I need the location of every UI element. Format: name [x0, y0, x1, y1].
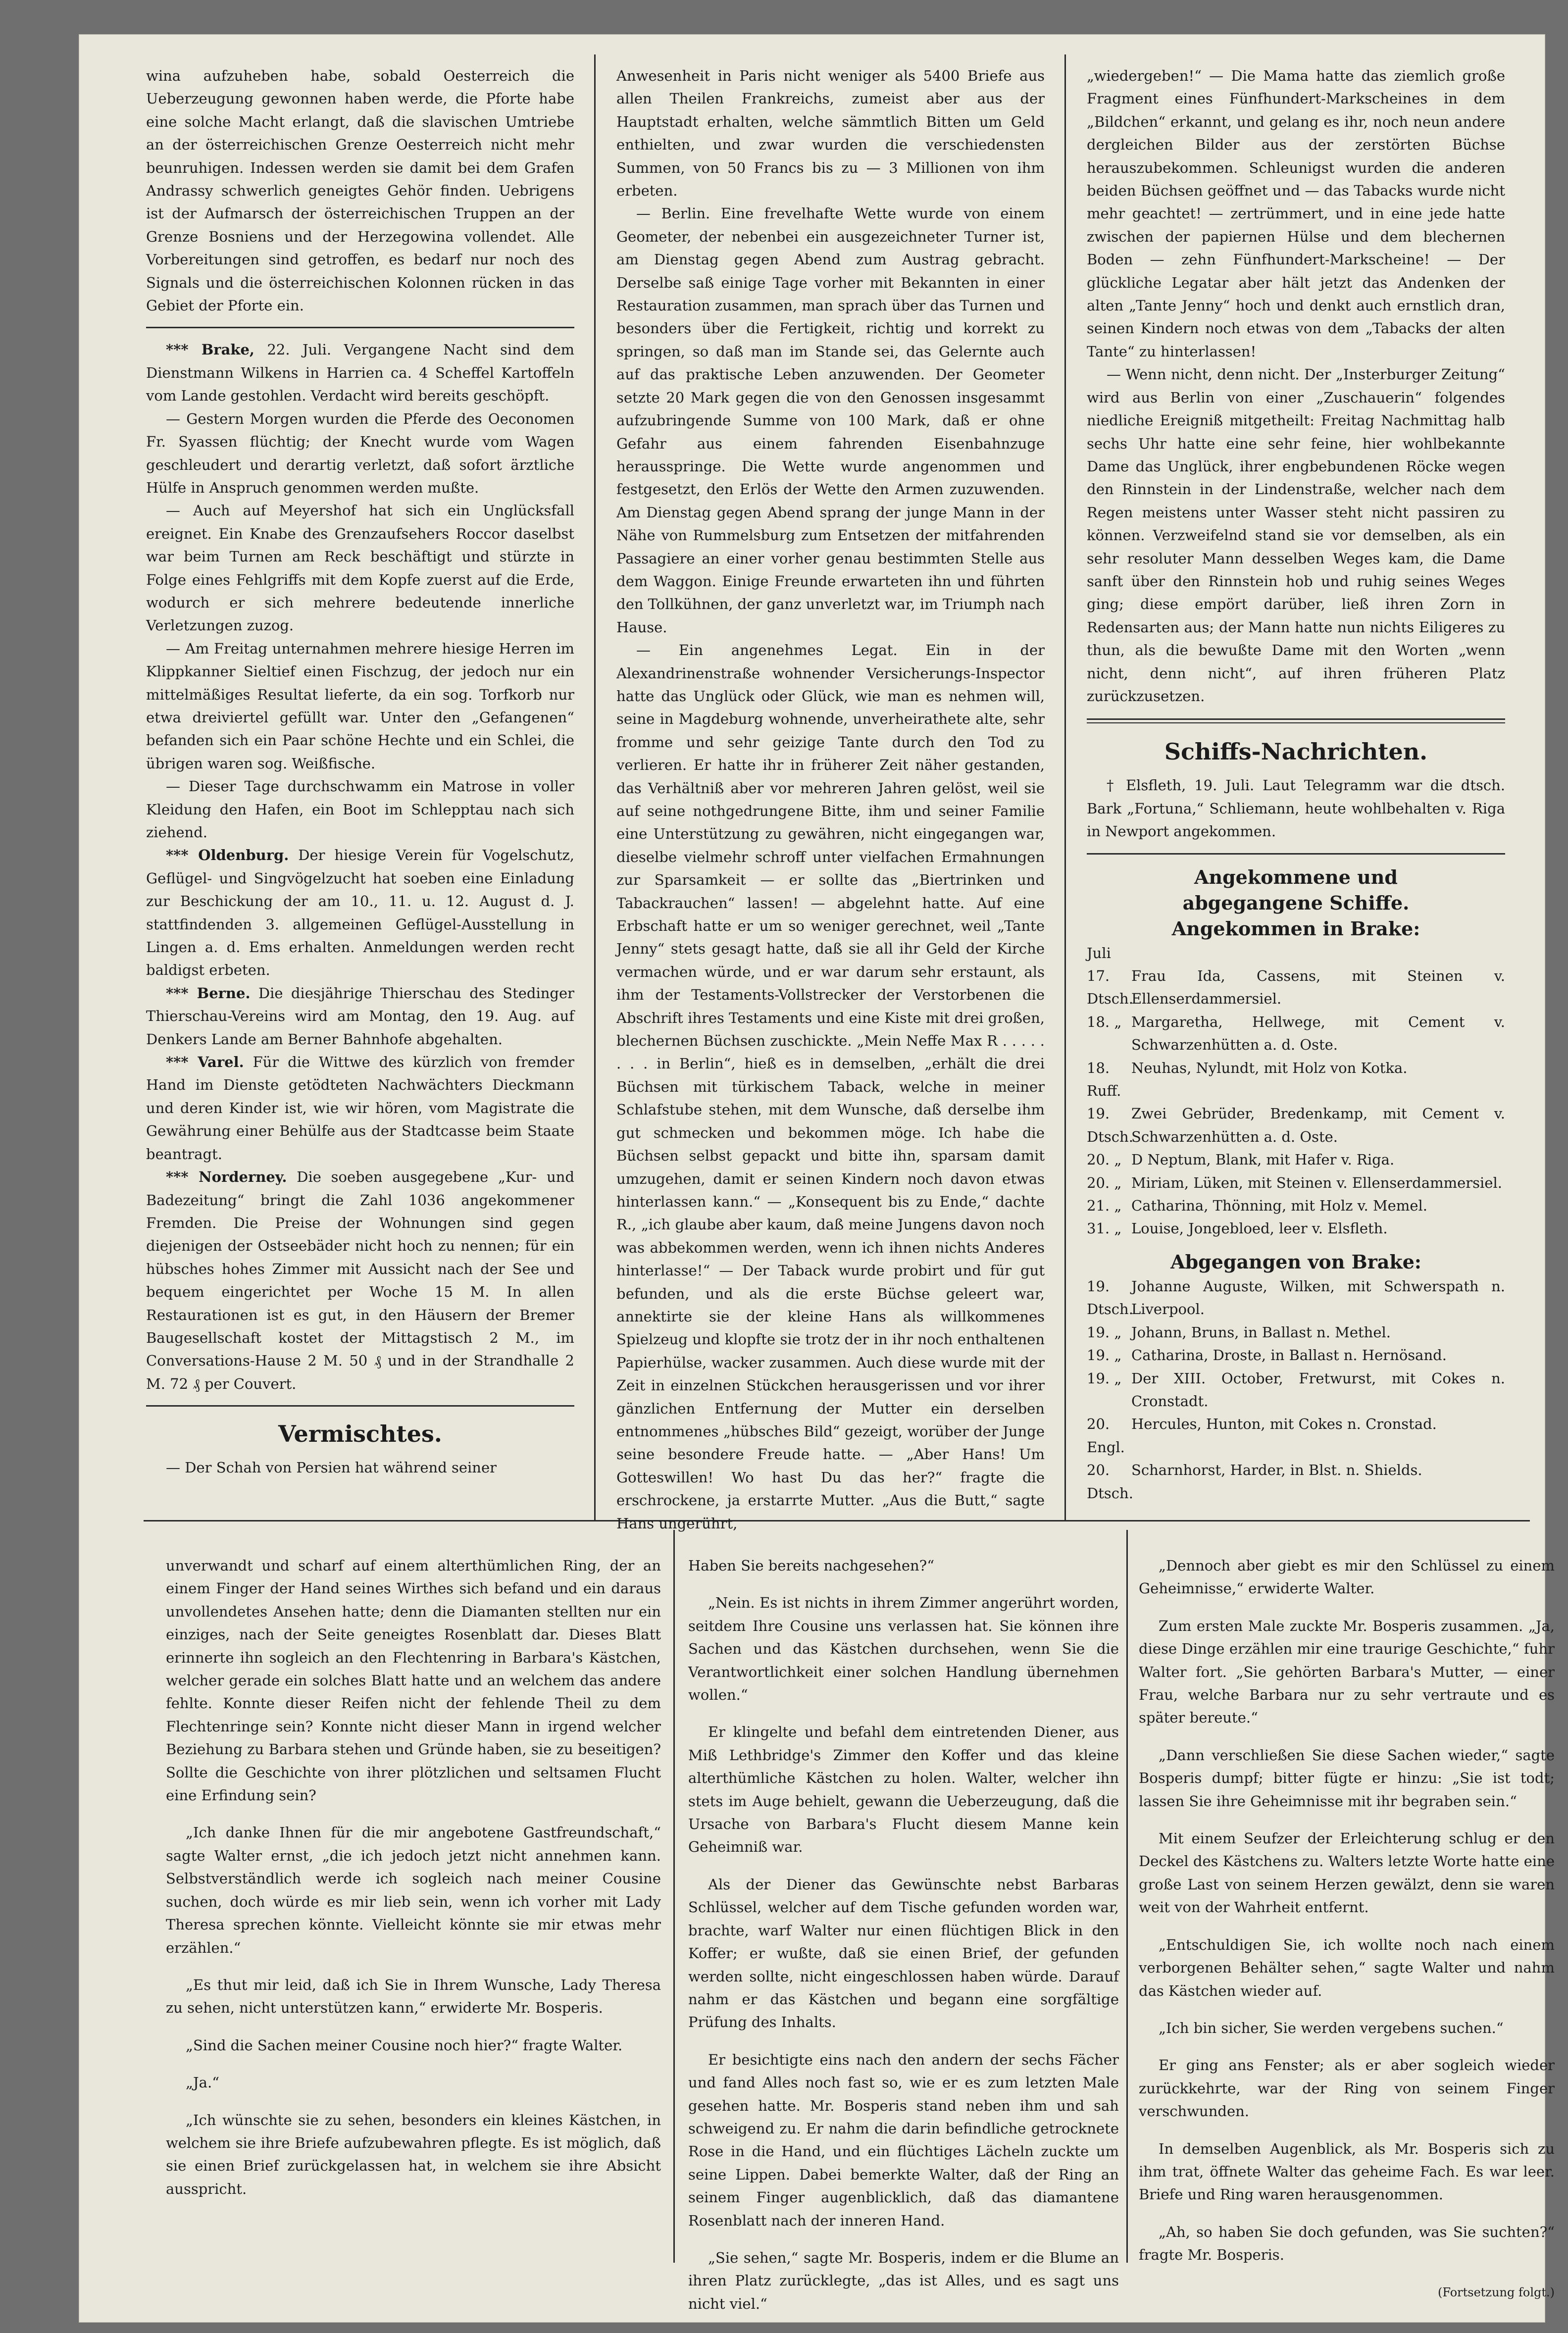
- feuilleton-column-3: [1139, 1540, 1555, 2299]
- article-paragraph: wina aufzuheben habe, sobald Oesterreich die Ueberzeugung gewonnen haben werde, die Pforte habe eine solche Macht erlangt, daß die slavischen Umtriebe an der österreichischen Grenze Oesterreich nicht mehr beunruhigen. Indessen werden sie damit bei dem Grafen Andrassy schwerlich geneigtes Gehör finden. Uebrigens ist der Aufmarsch der österreichischen Truppen an der Grenze Bosniens und der Herzegowina vollendet. Alle Vorbereitungen sind getroffen, es bedarf nur noch des Signals und die österreichischen Kolonnen rücken in das Gebiet der Pforte ein.: [146, 67, 574, 314]
- news-text: Für die Wittwe des kürzlich von fremder Hand im Dienste getödteten Nachwächters Dieckmann und deren Kinder ist, wie wir hören, vom Magistrate die Gewährung einer Behülfe aus der Stadtcasse beim Staate beantragt.: [146, 1054, 575, 1163]
- divider: [146, 1405, 574, 1407]
- arrival-entry: Miriam, Lüken, mit Steinen v. Ellenserdammersiel.: [1131, 1174, 1502, 1191]
- list-item: [1087, 1011, 1505, 1057]
- story-paragraph: In demselben Augenblick, als Mr. Bosperis sich zu ihm trat, öffnete Walter das geheime Fach. Es war leer. Briefe und Ring waren herausgenommen.: [1139, 2140, 1555, 2203]
- column-2: [616, 64, 1045, 1532]
- news-item-varel: [146, 1051, 574, 1166]
- arrival-date: 20. „: [1087, 1174, 1122, 1191]
- arrival-date: 17. Dtsch.: [1087, 967, 1133, 1008]
- departure-entry: Johanne Auguste, Wilken, mit Schwerspath n. Liverpool.: [1131, 1277, 1505, 1318]
- news-text: 22. Juli. Vergangene Nacht sind dem Dienstmann Wilkens in Harrien ca. 4 Scheffel Kartoffeln vom Lande gestohlen. Verdacht wird bereits geschöpft.: [146, 341, 574, 405]
- news-paragraph: — Der Schah von Persien hat während seiner: [166, 1459, 497, 1476]
- column-rule: [1064, 54, 1066, 1520]
- departure-entry: Catharina, Droste, in Ballast n. Hernösand.: [1131, 1347, 1447, 1364]
- arrival-entry: Frau Ida, Cassens, mit Steinen v. Ellenserdammersiel.: [1131, 967, 1505, 1008]
- list-item: [1087, 1102, 1505, 1148]
- departure-date: 19. „: [1087, 1323, 1122, 1341]
- departure-date: 19. Dtsch.: [1087, 1277, 1133, 1318]
- list-item: [1087, 1171, 1505, 1194]
- story-paragraph: „Ich wünschte sie zu sehen, besonders ein kleines Kästchen, in welchem sie ihre Briefe aufzubewahren pflegte. Es ist möglich, daß sie einen Brief zurückgelassen hat, in welchem sie ihre Absicht ausspricht.: [166, 2111, 661, 2197]
- story-paragraph: „Ich bin sicher, Sie werden vergebens suchen.“: [1159, 2019, 1504, 2036]
- place-heading: *** Brake,: [166, 341, 255, 358]
- story-paragraph: unverwandt und scharf auf einem alterthümlichen Ring, der an einem Finger der Hand seines Wirthes sich befand und ein daraus unvollendetes Ansehen hatte; denn die Diamanten stellten nur ein einziges, nach der Seite geneigtes Rosenblatt dar. Dieses Blatt erinnerte ihn sogleich an den Flechtenring in Barbara's Kästchen, welcher gerade ein solches Blatt hatte und an welchem das andere fehlte. Konnte dieser Reifen nicht der fehlende Theil zu dem Flechtenringe sein? Konnte nicht dieser Mann in irgend welcher Beziehung zu Barbara stehen und Gründe haben, sie zu beseitigen? Sollte die Geschichte von ihrer plötzlichen und seltsamen Flucht eine Erfindung sein?: [166, 1557, 661, 1804]
- news-paragraph: — Wenn nicht, denn nicht. Der „Insterburger Zeitung“ wird aus Berlin von einer „Zuschauerin“ folgendes niedliche Ereigniß mitgetheilt: Freitag Nachmittag halb sechs Uhr hatte eine sehr feine, hier wohlbekannte Dame das Unglück, ihrer engbebundenen Röcke wegen den Rinnstein in der Lindenstraße, welcher nach dem Regen meistens unter Wasser steht nicht passiren zu können. Verzweifelnd stand sie vor demselben, als ein sehr resoluter Mann desselben Weges kam, die Dame sanft über den Rinnstein hob und ruhig seines Weges ging; diese empört darüber, ließ ihren Zorn in Redensarten aus; der Mann hatte nun nichts Eiligeres zu thun, als die bewußte Dame mit den Worten „wenn nicht, denn nicht“, auf ihren früheren Platz zurückzusetzen.: [1087, 366, 1505, 705]
- arrival-date: 21. „: [1087, 1197, 1122, 1215]
- arrival-date: 19. Dtsch.: [1087, 1105, 1133, 1145]
- divider: [1087, 853, 1505, 855]
- departure-entry: Der XIII. October, Fretwurst, mit Cokes n. Cronstadt.: [1131, 1369, 1505, 1410]
- column-rule: [1126, 1530, 1128, 2263]
- place-heading: *** Berne.: [166, 984, 251, 1002]
- news-item-berne: [146, 982, 574, 1051]
- story-paragraph: Er klingelte und befahl dem eintretenden Diener, aus Miß Lethbridge's Zimmer den Koffer und das kleine alterthümliche Kästchen zu holen. Walter, welcher ihn stets im Auge behielt, gewann die Ueberzeugung, daß die Ursache von Barbara's Flucht diesem Manne kein Geheimniß war.: [688, 1724, 1119, 1856]
- place-heading: *** Norderney.: [166, 1168, 287, 1186]
- section-heading-schiffs: Schiffs-Nachrichten.: [1164, 738, 1428, 765]
- list-item: [1087, 1217, 1505, 1240]
- news-item-brake: [146, 338, 574, 407]
- departures-list: [1087, 1275, 1505, 1505]
- arrival-date: 18. „: [1087, 1013, 1122, 1030]
- arrival-entry: D Neptum, Blank, mit Hafer v. Riga.: [1131, 1151, 1395, 1168]
- newspaper-page: [79, 35, 1555, 2322]
- story-paragraph: „Sie sehen,“ sagte Mr. Bosperis, indem er die Blume an ihren Platz zurücklegte, „das ist Alles, und es sagt uns nicht viel.“: [688, 2249, 1119, 2312]
- story-paragraph: „Ja.“: [186, 2074, 219, 2091]
- column-3: [1087, 64, 1505, 1500]
- departure-date: 20. Dtsch.: [1087, 1462, 1133, 1502]
- story-paragraph: Haben Sie bereits nachgesehen?“: [688, 1557, 935, 1574]
- section-heading-vermischtes: Vermischtes.: [278, 1420, 442, 1448]
- list-item: [1087, 1275, 1505, 1321]
- arrival-entry: Zwei Gebrüder, Bredenkamp, mit Cement v. Schwarzenhütten a. d. Oste.: [1131, 1105, 1505, 1145]
- arrival-entry: Neuhas, Nylundt, mit Holz von Kotka.: [1131, 1059, 1408, 1076]
- feuilleton-column-1: [166, 1540, 661, 2253]
- story-paragraph: „Sind die Sachen meiner Cousine noch hier?“ fragte Walter.: [186, 2036, 623, 2054]
- list-item: [1087, 1367, 1505, 1413]
- departure-entry: Scharnhorst, Harder, in Blst. n. Shields.: [1131, 1462, 1422, 1479]
- story-paragraph: Mit einem Seufzer der Erleichterung schlug er den Deckel des Kästchens zu. Walters letzte Worte hatte eine große Last von seinem Herzen gewälzt, denn sie waren weit von der Wahrheit entfernt.: [1139, 1830, 1555, 1916]
- arrival-entry: Margaretha, Hellwege, mit Cement v. Schwarzenhütten a. d. Oste.: [1131, 1013, 1505, 1054]
- double-divider: [1087, 718, 1505, 723]
- story-paragraph: Zum ersten Male zuckte Mr. Bosperis zusammen. „Ja, diese Dinge erzählen mir eine traurige Geschichte,“ fuhr Walter fort. „Sie gehörten Barbara's Mutter, — einer Frau, welche Barbara nur zu sehr vertraute und es später bereute.“: [1139, 1617, 1555, 1726]
- news-text: Der hiesige Verein für Vogelschutz, Geflügel- und Singvögelzucht hat soeben eine Einladung zur Beschickung der am 10., 11. u. 12. August d. J. stattfindenden 3. allgemeinen Geflügel-Ausstellung in Lingen a. d. Ems erhalten. Anmeldungen werden recht baldigst erbeten.: [146, 847, 575, 979]
- news-paragraph: — Gestern Morgen wurden die Pferde des Oeconomen Fr. Syassen flüchtig; der Knecht wurde vom Wagen geschleudert und derartig verletzt, daß sofort ärztliche Hülfe in Anspruch genommen werden mußte.: [146, 410, 574, 496]
- list-item: [1087, 1148, 1505, 1171]
- continuation-note: (Fortsetzung folgt.): [1438, 2285, 1555, 2299]
- story-paragraph: Als der Diener das Gewünschte nebst Barbaras Schlüssel, welcher auf dem Tische gefunden worden war, brachte, warf Walter nur einen flüchtigen Blick in den Koffer; er wußte, daß sie einen Brief, der gefunden werden sollte, nicht eingeschlossen haben würde. Darauf nahm er das Kästchen und begann eine sorgfältige Prüfung des Inhalts.: [688, 1876, 1119, 2031]
- story-paragraph: Er ging ans Fenster; als er aber sogleich wieder zurückkehrte, war der Ring von seinem Finger verschwunden.: [1139, 2057, 1555, 2120]
- place-heading: *** Varel.: [166, 1054, 244, 1071]
- list-item: [1087, 1321, 1505, 1344]
- story-paragraph: „Entschuldigen Sie, ich wollte noch nach einem verborgenen Behälter sehen,“ sagte Walter und nahm das Kästchen wieder auf.: [1139, 1936, 1555, 1999]
- news-item-oldenburg: [146, 844, 574, 981]
- news-paragraph-berlin: — Berlin. Eine frevelhafte Wette wurde von einem Geometer, der nebenbei ein ausgezeichneter Turner ist, am Dienstag gegen Abend zum Austrag gebracht. Derselbe saß einige Tage vorher mit Bekannten in einer Restauration zusammen, man sprach über das Turnen und besonders über die Fertigkeit, richtig und korrekt zu springen, so daß man im Stande sei, das Gelernte auch auf das praktische Leben anzuwenden. Der Geometer setzte 20 Mark gegen die von den Genossen insgesammt aufzubringende Summe von 100 Mark, daß er ohne Gefahr aus einem fahrenden Eisenbahnzuge herausspringe. Die Wette wurde angenommen und festgesetzt, den Erlös der Wette den Armen zuzuwenden. Am Dienstag gegen Abend sprang der junge Mann in der Nähe von Rummelsburg zum Entsetzen der mitfahrenden Passagiere an einer vorher genau bestimmten Stelle aus dem Waggon. Einige Freunde erwarteten ihn und führten den Tollkühnen, der ganz unverletzt war, im Triumph nach Hause.: [616, 205, 1045, 636]
- arrival-entry: Louise, Jongebloed, leer v. Elsfleth.: [1131, 1220, 1388, 1237]
- ships-subheading: Abgegangen von Brake:: [1170, 1250, 1421, 1273]
- departure-date: 20. Engl.: [1087, 1416, 1125, 1456]
- place-heading: *** Oldenburg.: [166, 847, 289, 864]
- arrival-date: 31. „: [1087, 1220, 1122, 1237]
- column-rule: [594, 54, 596, 1520]
- list-item: [1087, 1459, 1505, 1505]
- month-label: Juli: [1087, 944, 1111, 962]
- story-paragraph: Er besichtigte eins nach den andern der sechs Fächer und fand Alles noch fast so, wie er es zum letzten Male gesehen hatte. Mr. Bosperis stand neben ihm und sah schweigend zu. Er nahm die darin befindliche getrocknete Rose in die Hand, und ein flüchtiges Lächeln zuckte um seine Lippen. Dabei bemerkte Walter, daß der Ring an seinem Finger augenblicklich, daß das diamantene Rosenblatt nach der inneren Hand.: [688, 2051, 1119, 2229]
- column-1: [146, 64, 574, 1500]
- story-paragraph: „Nein. Es ist nichts in ihrem Zimmer angerührt worden, seitdem Ihre Cousine uns verlassen hat. Sie können ihre Sachen und das Kästchen durchsehen, wenn Sie die Verantwortlichkeit einer solchen Handlung übernehmen wollen.“: [688, 1594, 1119, 1704]
- story-paragraph: „Dann verschließen Sie diese Sachen wieder,“ sagte Bosperis dumpf; bitter fügte er hinzu: „Sie ist todt; lassen Sie ihre Geheimnisse mit ihr begraben sein.“: [1139, 1746, 1555, 1810]
- news-paragraph: „wiedergeben!“ — Die Mama hatte das ziemlich große Fragment eines Fünfhundert-Markscheines in dem „Bildchen“ erkannt, und gelang es ihr, noch neun andere dergleichen Bilder aus der zerstörten Büchse herauszubekommen. Schleunigst wurden die anderen beiden Büchsen geöffnet und — das Tabacks wurde nicht mehr geachtet! — zertrümmert, und in eine jede hatte zwischen der papiernen Hülse und dem blechernen Boden — zehn Fünfhundert-Markscheine! — Der glückliche Legatar aber hält jetzt das Andenken der alten „Tante Jenny“ hoch und denkt auch ernstlich dran, seinen Kindern noch etwas von dem „Tabacks der alten Tante“ zu hinterlassen!: [1087, 67, 1505, 360]
- arrival-entry: Catharina, Thönning, mit Holz v. Memel.: [1131, 1197, 1427, 1215]
- news-paragraph-legat: — Ein angenehmes Legat. Ein in der Alexandrinenstraße wohnender Versicherungs-Inspector hatte das Unglück oder Glück, wie man es nehmen will, seine in Magdeburg wohnende, unverheirathete alte, sehr fromme und sehr geizige Tante durch den Tod zu verlieren. Er hatte ihr in früherer Zeit näher gestanden, das Verhältniß aber vor mehreren Jahren gelöst, weil sie auf seine nothgedrungene Bitte, ihm und seiner Familie eine Unterstützung zu gewähren, nicht eingegangen war, dieselbe vielmehr schroff unter vielfachen Ermahnungen zur Sparsamkeit — er sollte das „Biertrinken und Tabackrauchen“ lassen! — abgelehnt hatte. Auf eine Erbschaft hatte er um so weniger gerechnet, weil „Tante Jenny“ stets gesagt hatte, daß sie all ihr Geld der Kirche vermachen würde, und er war darum sehr erstaunt, als ihm der Testaments-Vollstrecker der Verstorbenen die Abschrift ihres Testaments und eine Kiste mit drei großen, blechernen Büchsen zuschickte. „Mein Neffe Max R . . . . . . . . in Berlin“, hieß es in demselben, „erhält die drei Büchsen mit türkischem Taback, welche in meiner Schlafstube stehen, mit dem Wunsche, daß derselbe ihm gut schmecken und bekommen möge. Ich habe die Büchsen selbst gepackt und bitte ihn, sparsam damit umzugehen, damit er seinen Kindern noch davon etwas hinterlassen kann.“ — „Konsequent bis zu Ende,“ dachte R., „ich glaube aber kaum, daß meine Jungens davon noch was abbekommen werden, wenn ich ihnen nichts Anderes hinterlasse!“ — Der Taback wurde probirt und für gut befunden, und als die erste Büchse geleert war, annektirte sie der kleine Hans als willkommenes Spielzeug und klopfte sie trotz der in ihr noch enthaltenen Papierhülse, wacker zusammen. Auch diese wurde mit der Zeit in einzelnen Stückchen herausgerissen und vor ihrer gänzlichen Entfernung der Mutter ein derselben entnommenes „hübsches Bild“ gezeigt, worüber der Junge seine besondere Freude hatte. — „Aber Hans! Um Gotteswillen! Wo hast Du das her?“ fragte die erschrockene, ja erstarrte Mutter. „Aus die Butt,“ sagte Hans ungerührt,: [616, 642, 1045, 1532]
- arrival-date: 20. „: [1087, 1151, 1122, 1168]
- column-rule: [673, 1530, 675, 2263]
- departure-date: 19. „: [1087, 1369, 1122, 1387]
- story-paragraph: „Dennoch aber giebt es mir den Schlüssel zu einem Geheimnisse,“ erwiderte Walter.: [1139, 1557, 1555, 1597]
- list-item: [1087, 1057, 1505, 1103]
- ships-subheading: Angekommen in Brake:: [1171, 917, 1420, 940]
- list-item: [1087, 1344, 1505, 1367]
- departure-entry: Hercules, Hunton, mit Cokes n. Cronstad.: [1131, 1416, 1437, 1433]
- feuilleton-column-2: [688, 1540, 1119, 2312]
- departure-date: 19. „: [1087, 1347, 1122, 1364]
- list-item: [1087, 1413, 1505, 1459]
- ships-heading: Angekommene und: [1194, 865, 1398, 888]
- news-paragraph: † Elsfleth, 19. Juli. Laut Telegramm war die dtsch. Bark „Fortuna,“ Schliemann, heute wohlbehalten v. Riga in Newport angekommen.: [1087, 777, 1505, 840]
- news-paragraph: — Am Freitag unternahmen mehrere hiesige Herren im Klippkanner Sieltief einen Fischzug, der jedoch nur ein mittelmäßiges Resultat lieferte, da ein sog. Torfkorb nur etwa dreiviertel gefüllt war. Unter den „Gefangenen“ befanden sich ein Paar schöne Hechte und ein Schlei, die übrigen waren sog. Weißfische.: [146, 640, 574, 772]
- list-item: [1087, 964, 1505, 1011]
- story-paragraph: „Es thut mir leid, daß ich Sie in Ihrem Wunsche, Lady Theresa zu sehen, nicht unterstützen kann,“ erwiderte Mr. Bosperis.: [166, 1976, 661, 2017]
- news-item-norderney: [146, 1166, 574, 1395]
- story-paragraph: „Ich danke Ihnen für die mir angebotene Gastfreundschaft,“ sagte Walter ernst, „die ich jedoch jetzt nicht annehmen kann. Selbstverständlich werde ich sogleich nach meiner Cousine suchen, doch würde es mir lieb sein, wenn ich vorher mit Lady Theresa sprechen könnte. Vielleicht könnte sie mir etwas mehr erzählen.“: [166, 1824, 661, 1956]
- arrivals-list: [1087, 964, 1505, 1240]
- arrival-date: 18. Ruff.: [1087, 1059, 1121, 1100]
- divider: [146, 327, 574, 328]
- news-paragraph: — Dieser Tage durchschwamm ein Matrose in voller Kleidung den Hafen, ein Boot im Schlepptau nach sich ziehend.: [146, 778, 574, 841]
- news-text: Die diesjährige Thierschau des Stedinger Thierschau-Vereins wird am Montag, den 19. Aug. auf Denkers Lande am Berner Bahnhofe abgehalten.: [146, 984, 574, 1048]
- news-paragraph: — Auch auf Meyershof hat sich ein Unglücksfall ereignet. Ein Knabe des Grenzaufsehers Roccor daselbst war beim Turnen am Reck beschäftigt und stürzte in Folge eines Fehlgriffs mit dem Kopfe zuerst auf die Erde, wodurch er sich mehrere bedeutende innerliche Verletzungen zuzog.: [146, 502, 574, 634]
- story-paragraph: „Ah, so haben Sie doch gefunden, was Sie suchten?“ fragte Mr. Bosperis.: [1139, 2223, 1555, 2264]
- news-paragraph: Anwesenheit in Paris nicht weniger als 5400 Briefe aus allen Theilen Frankreichs, zumeist aber aus der Hauptstadt erhalten, welche sämmtlich Bitten um Geld enthielten, und zwar wurden die verschiedensten Summen, von 50 Francs bis zu — 3 Millionen von ihm erbeten.: [616, 67, 1045, 200]
- departure-entry: Johann, Bruns, in Ballast n. Methel.: [1131, 1323, 1391, 1341]
- ships-heading: abgegangene Schiffe.: [1182, 891, 1410, 914]
- news-text: Die soeben ausgegebene „Kur- und Badezeitung“ bringt die Zahl 1036 angekommener Fremden. Die Preise der Wohnungen sind gegen diejenigen der Ostseebäder nicht hoch zu nennen; für ein hübsches hohes Zimmer mit Aussicht nach der See und bequem eingerichtet per Woche 15 M. In allen Restaurationen ist es gut, in den Häusern der Bremer Baugesellschaft kostet der Mittagstisch 2 M., im Conversations-Hause 2 M. 50 ₰ und in der Strandhalle 2 M. 72 ₰ per Couvert.: [146, 1168, 575, 1392]
- list-item: [1087, 1194, 1505, 1217]
